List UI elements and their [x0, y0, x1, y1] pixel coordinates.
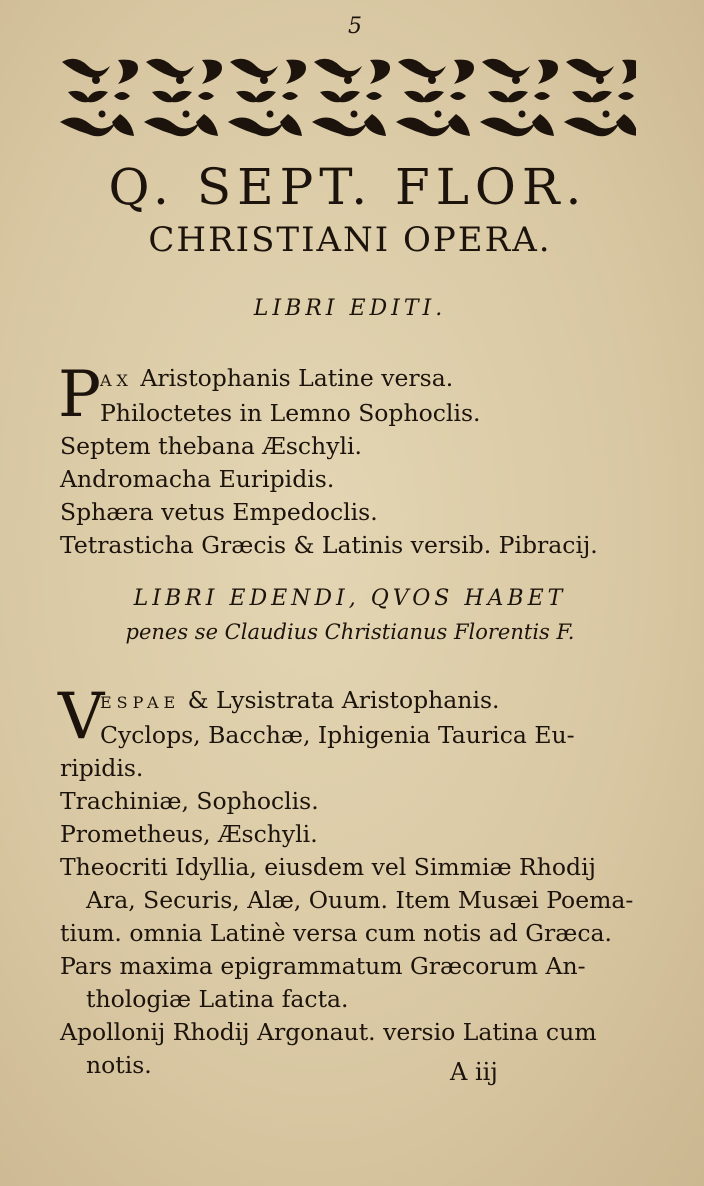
list-item: Prometheus, Æschyli. — [60, 820, 318, 848]
list-item: Pars maxima epigrammatum Græcorum An- — [60, 952, 586, 980]
title-line-2: CHRISTIANI OPERA. — [148, 220, 552, 260]
list-item: Philoctetes in Lemno Sophoclis. — [100, 399, 481, 427]
list-item: Sphæra vetus Empedoclis. — [60, 498, 378, 526]
list-item: Trachiniæ, Sophoclis. — [60, 787, 319, 815]
list-item: Cyclops, Bacchæ, Iphigenia Taurica Eu- — [100, 721, 575, 749]
list-item: Apollonij Rhodij Argonaut. versio Latina cum — [60, 1018, 597, 1046]
list-item-text: & Lysistrata Aristophanis. — [180, 686, 500, 714]
drop-capital: V — [58, 680, 105, 754]
list-item: tium. omnia Latinè versa cum notis ad Græca. — [60, 919, 613, 947]
title-line-1: Q. SEPT. FLOR. — [108, 158, 588, 216]
list-libri-edendi — [58, 680, 640, 1082]
small-caps-word: ESPAE — [100, 693, 181, 712]
decorative-fleuron-border-icon — [58, 52, 636, 144]
list-item: Theocriti Idyllia, eiusdem vel Simmiæ Rhodij — [60, 853, 596, 881]
section-heading-editi: LIBRI EDITI. — [253, 296, 447, 321]
list-item: ripidis. — [60, 754, 144, 782]
small-caps-word: AX — [100, 371, 133, 390]
page-number: 5 — [348, 14, 362, 39]
drop-capital: P — [58, 358, 102, 432]
list-item: Andromacha Euripidis. — [60, 465, 335, 493]
list-item: notis. — [86, 1051, 152, 1079]
list-item: thologiæ Latina facta. — [86, 985, 349, 1013]
list-item: Septem thebana Æschyli. — [60, 432, 362, 460]
signature-catchword: A iij — [450, 1058, 498, 1086]
list-item-text: Aristophanis Latine versa. — [132, 364, 454, 392]
section-heading-edendi: LIBRI EDENDI, QVOS HABET — [133, 586, 567, 611]
list-item: Tetrasticha Græcis & Latinis versib. Pibracij. — [60, 531, 598, 559]
list-item: Ara, Securis, Alæ, Ouum. Item Musæi Poema- — [86, 886, 634, 914]
list-libri-editi — [58, 358, 640, 562]
section-subheading: penes se Claudius Christianus Florentis F. — [125, 620, 575, 644]
